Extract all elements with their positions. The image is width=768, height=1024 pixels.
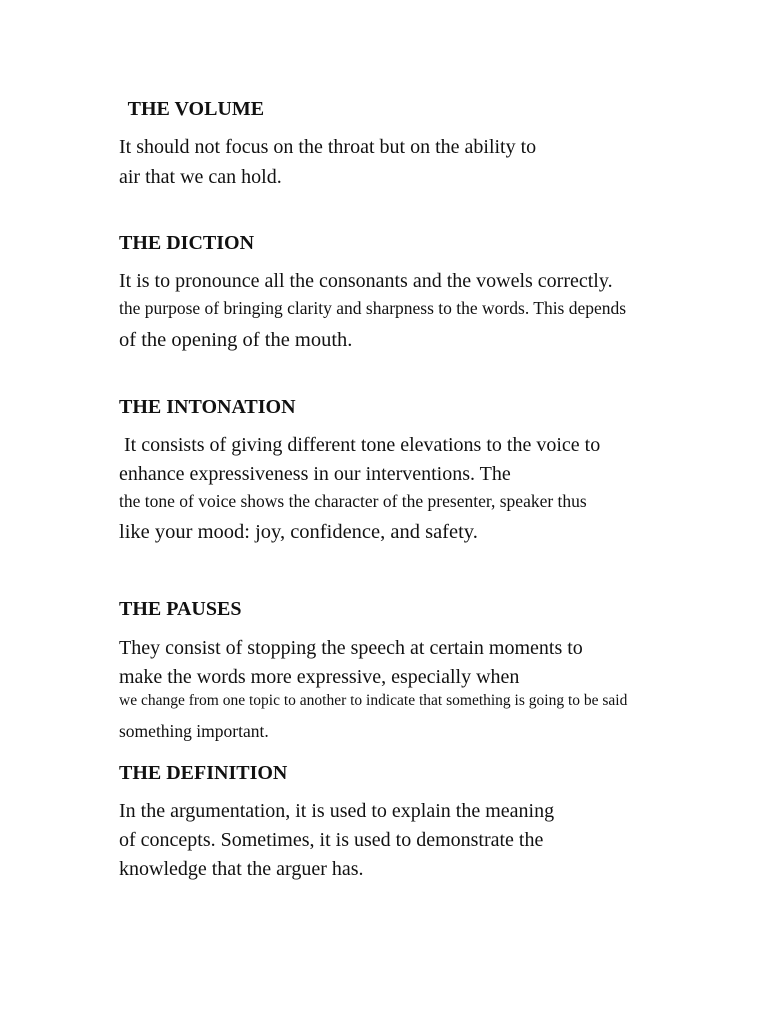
- pauses-line-3: we change from one topic to another to indicate that something is going to be said: [119, 692, 628, 709]
- section-heading-definition: THE DEFINITION: [119, 762, 288, 784]
- section-heading-intonation: THE INTONATION: [119, 396, 296, 418]
- intonation-line-2: enhance expressiveness in our interventions. The: [119, 463, 511, 485]
- pauses-line-2: make the words more expressive, especially when: [119, 666, 520, 688]
- intonation-line-1: It consists of giving different tone elevations to the voice to: [119, 434, 601, 456]
- intonation-line-3: the tone of voice shows the character of the presenter, speaker thus: [119, 491, 587, 511]
- section-heading-diction: THE DICTION: [119, 232, 255, 254]
- section-heading-volume: THE VOLUME: [123, 98, 265, 120]
- section-heading-pauses: THE PAUSES: [119, 598, 242, 620]
- definition-line-2: of concepts. Sometimes, it is used to demonstrate the: [119, 829, 544, 851]
- diction-line-3: of the opening of the mouth.: [119, 329, 353, 351]
- intonation-line-4: like your mood: joy, confidence, and safety.: [119, 521, 478, 543]
- pauses-line-1: They consist of stopping the speech at certain moments to: [119, 637, 583, 659]
- pauses-line-4: something important.: [119, 721, 269, 741]
- diction-line-2: the purpose of bringing clarity and sharpness to the words. This depends: [119, 298, 627, 318]
- volume-line-1: It should not focus on the throat but on the ability to: [119, 136, 537, 158]
- diction-line-1: It is to pronounce all the consonants and the vowels correctly.: [119, 270, 613, 292]
- volume-line-2: air that we can hold.: [119, 166, 282, 188]
- definition-line-1: In the argumentation, it is used to explain the meaning: [119, 800, 555, 822]
- definition-line-3: knowledge that the arguer has.: [119, 858, 364, 880]
